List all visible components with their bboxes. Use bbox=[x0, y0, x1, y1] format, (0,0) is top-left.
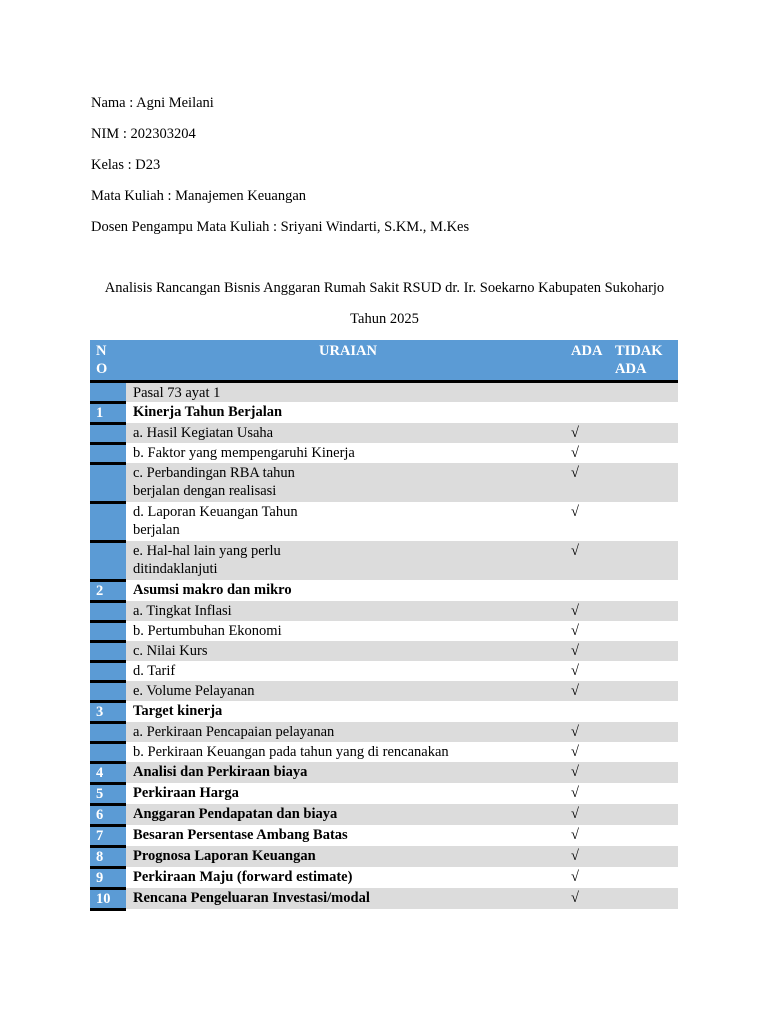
tidak-ada-cell bbox=[610, 541, 678, 580]
description-line: Target kinerja bbox=[133, 703, 223, 719]
tidak-ada-cell bbox=[610, 423, 678, 443]
ada-check-mark: √ bbox=[570, 825, 610, 846]
tidak-ada-cell bbox=[610, 804, 678, 825]
description-line: berjalan dengan realisasi bbox=[133, 483, 277, 499]
ada-check-mark: √ bbox=[570, 443, 610, 463]
description-line: Anggaran Pendapatan dan biaya bbox=[133, 806, 338, 822]
description-line: Perkiraan Harga bbox=[133, 785, 239, 801]
row-number bbox=[90, 463, 126, 502]
ada-check-mark: √ bbox=[570, 722, 610, 742]
description-line: d. Laporan Keuangan Tahun bbox=[133, 504, 298, 520]
table-row bbox=[90, 443, 678, 463]
student-nim: NIM : 202303204 bbox=[91, 126, 196, 142]
description-line: a. Perkiraan Pencapaian pelayanan bbox=[133, 724, 335, 740]
table-row bbox=[90, 804, 678, 825]
tidak-ada-cell bbox=[610, 783, 678, 804]
description-line: Perkiraan Maju (forward estimate) bbox=[133, 869, 353, 885]
tidak-ada-cell bbox=[610, 382, 678, 403]
student-class: Kelas : D23 bbox=[91, 157, 161, 173]
tidak-ada-cell bbox=[610, 701, 678, 722]
tidak-ada-cell bbox=[610, 402, 678, 423]
row-number bbox=[90, 742, 126, 762]
ada-check-mark: √ bbox=[570, 888, 610, 909]
description-line: d. Tarif bbox=[133, 663, 176, 679]
row-description bbox=[126, 742, 570, 762]
ada-check-mark: √ bbox=[570, 846, 610, 867]
ada-check-mark: √ bbox=[570, 601, 610, 621]
tidak-ada-cell bbox=[610, 641, 678, 661]
row-description bbox=[126, 580, 570, 601]
ada-check-mark: √ bbox=[570, 641, 610, 661]
row-description bbox=[126, 846, 570, 867]
tidak-ada-cell bbox=[610, 867, 678, 888]
ada-check-mark bbox=[570, 701, 610, 722]
description-line: e. Volume Pelayanan bbox=[133, 683, 255, 699]
tidak-ada-cell bbox=[610, 502, 678, 541]
description-line: Asumsi makro dan mikro bbox=[133, 582, 292, 598]
row-description bbox=[126, 701, 570, 722]
row-description bbox=[126, 463, 570, 502]
tidak-ada-cell bbox=[610, 601, 678, 621]
student-name: Nama : Agni Meilani bbox=[91, 95, 214, 111]
ada-check-mark bbox=[570, 382, 610, 403]
tidak-ada-cell bbox=[610, 661, 678, 681]
table-row bbox=[90, 621, 678, 641]
row-description bbox=[126, 867, 570, 888]
row-number: 7 bbox=[90, 825, 126, 846]
table-row bbox=[90, 423, 678, 443]
table-row bbox=[90, 661, 678, 681]
ada-check-mark: √ bbox=[570, 661, 610, 681]
tidak-ada-cell bbox=[610, 443, 678, 463]
row-number bbox=[90, 661, 126, 681]
row-number bbox=[90, 502, 126, 541]
ada-check-mark: √ bbox=[570, 463, 610, 502]
description-line: Besaran Persentase Ambang Batas bbox=[133, 827, 348, 843]
description-line: a. Hasil Kegiatan Usaha bbox=[133, 425, 274, 441]
col-header-uraian: URAIAN bbox=[126, 340, 570, 382]
table-row bbox=[90, 722, 678, 742]
ada-check-mark bbox=[570, 580, 610, 601]
table-row bbox=[90, 502, 678, 541]
table-row bbox=[90, 601, 678, 621]
table-row bbox=[90, 867, 678, 888]
tidak-ada-cell bbox=[610, 463, 678, 502]
row-description bbox=[126, 382, 570, 403]
table-row bbox=[90, 888, 678, 909]
row-number: 5 bbox=[90, 783, 126, 804]
table-row bbox=[90, 762, 678, 783]
description-line: a. Tingkat Inflasi bbox=[133, 603, 232, 619]
ada-check-mark: √ bbox=[570, 621, 610, 641]
tidak-ada-cell bbox=[610, 762, 678, 783]
table-row bbox=[90, 701, 678, 722]
description-line: Kinerja Tahun Berjalan bbox=[133, 404, 283, 420]
row-description bbox=[126, 722, 570, 742]
table-row bbox=[90, 382, 678, 403]
ada-check-mark: √ bbox=[570, 762, 610, 783]
ada-check-mark: √ bbox=[570, 423, 610, 443]
row-number bbox=[90, 641, 126, 661]
table-row bbox=[90, 783, 678, 804]
ada-check-mark: √ bbox=[570, 742, 610, 762]
ada-check-mark bbox=[570, 402, 610, 423]
description-line: c. Perbandingan RBA tahun bbox=[133, 465, 295, 481]
row-number: 9 bbox=[90, 867, 126, 888]
row-description bbox=[126, 762, 570, 783]
rba-checklist-table bbox=[90, 340, 678, 911]
table-row bbox=[90, 846, 678, 867]
tidak-ada-cell bbox=[610, 621, 678, 641]
tidak-ada-cell bbox=[610, 846, 678, 867]
row-number bbox=[90, 423, 126, 443]
ada-check-mark: √ bbox=[570, 804, 610, 825]
col-header-ada: ADA bbox=[570, 340, 610, 382]
description-line: Analisi dan Perkiraan biaya bbox=[133, 764, 308, 780]
ada-check-mark: √ bbox=[570, 502, 610, 541]
row-number: 1 bbox=[90, 402, 126, 423]
row-number: 10 bbox=[90, 888, 126, 909]
row-description bbox=[126, 661, 570, 681]
table-row bbox=[90, 742, 678, 762]
ada-check-mark: √ bbox=[570, 681, 610, 701]
row-description bbox=[126, 443, 570, 463]
table-row bbox=[90, 825, 678, 846]
description-line: e. Hal-hal lain yang perlu bbox=[133, 543, 281, 559]
row-description bbox=[126, 783, 570, 804]
row-description bbox=[126, 825, 570, 846]
row-number bbox=[90, 382, 126, 403]
document-year: Tahun 2025 bbox=[350, 311, 419, 327]
document-title: Analisis Rancangan Bisnis Anggaran Rumah Sakit RSUD dr. Ir. Soekarno Kabupaten Sukoharjo bbox=[104, 280, 665, 296]
tidak-ada-cell bbox=[610, 888, 678, 909]
table-row bbox=[90, 641, 678, 661]
row-description bbox=[126, 804, 570, 825]
row-description bbox=[126, 423, 570, 443]
row-number: 6 bbox=[90, 804, 126, 825]
row-description bbox=[126, 601, 570, 621]
description-line: b. Pertumbuhan Ekonomi bbox=[133, 623, 282, 639]
table-row bbox=[90, 541, 678, 580]
description-line: Rencana Pengeluaran Investasi/modal bbox=[133, 890, 370, 906]
table-row bbox=[90, 402, 678, 423]
ada-check-mark: √ bbox=[570, 783, 610, 804]
description-line: b. Perkiraan Keuangan pada tahun yang di rencanakan bbox=[133, 744, 449, 760]
row-description bbox=[126, 888, 570, 909]
ada-check-mark: √ bbox=[570, 541, 610, 580]
row-description bbox=[126, 621, 570, 641]
row-number bbox=[90, 621, 126, 641]
table-row bbox=[90, 463, 678, 502]
row-description bbox=[126, 502, 570, 541]
row-number: 4 bbox=[90, 762, 126, 783]
row-number: 2 bbox=[90, 580, 126, 601]
tidak-ada-cell bbox=[610, 722, 678, 742]
table-body bbox=[90, 382, 678, 910]
description-line: Pasal 73 ayat 1 bbox=[133, 385, 221, 401]
row-number: 8 bbox=[90, 846, 126, 867]
tidak-ada-cell bbox=[610, 825, 678, 846]
course-name: Mata Kuliah : Manajemen Keuangan bbox=[91, 188, 307, 204]
description-line: berjalan bbox=[133, 522, 180, 538]
row-description bbox=[126, 402, 570, 423]
tidak-ada-cell bbox=[610, 580, 678, 601]
table-row bbox=[90, 681, 678, 701]
row-number bbox=[90, 681, 126, 701]
row-number bbox=[90, 722, 126, 742]
description-line: Prognosa Laporan Keuangan bbox=[133, 848, 316, 864]
row-description bbox=[126, 641, 570, 661]
row-number bbox=[90, 601, 126, 621]
row-number bbox=[90, 443, 126, 463]
table-row bbox=[90, 580, 678, 601]
row-number: 3 bbox=[90, 701, 126, 722]
description-line: b. Faktor yang mempengaruhi Kinerja bbox=[133, 445, 355, 461]
col-header-tidak-ada: TIDAK ADA bbox=[610, 340, 678, 382]
col-header-no: N O bbox=[90, 340, 126, 382]
description-line: ditindaklanjuti bbox=[133, 561, 218, 577]
ada-check-mark: √ bbox=[570, 867, 610, 888]
row-description bbox=[126, 541, 570, 580]
tidak-ada-cell bbox=[610, 681, 678, 701]
table-header-row bbox=[90, 340, 678, 382]
lecturer-name: Dosen Pengampu Mata Kuliah : Sriyani Windarti, S.KM., M.Kes bbox=[91, 219, 470, 235]
row-number bbox=[90, 541, 126, 580]
row-description bbox=[126, 681, 570, 701]
description-line: c. Nilai Kurs bbox=[133, 643, 208, 659]
tidak-ada-cell bbox=[610, 742, 678, 762]
